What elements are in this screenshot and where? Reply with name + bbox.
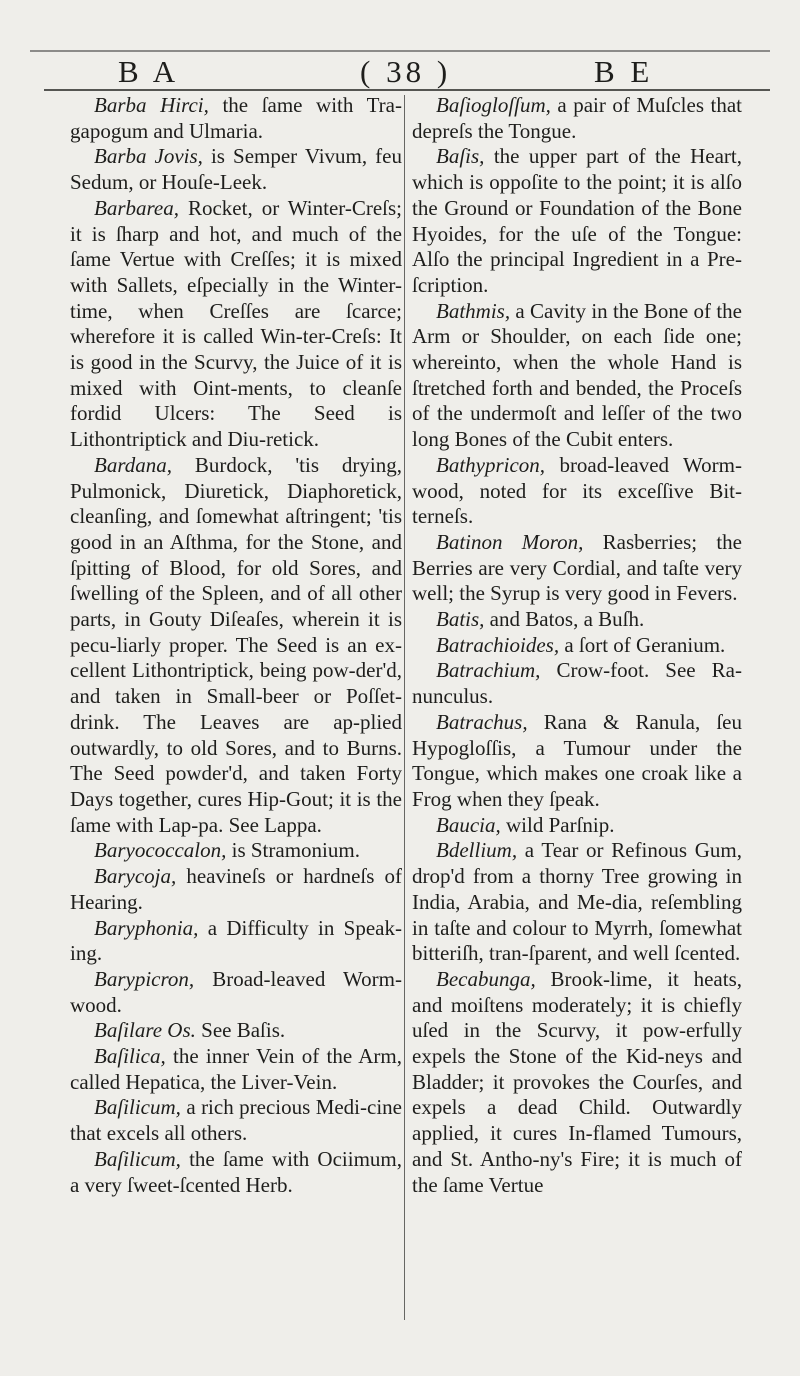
dictionary-entry (70, 1018, 402, 1044)
dictionary-entry (412, 838, 742, 967)
entry-text: and Batos, a Buſh. (484, 607, 645, 632)
entry-text: Rana & Ranula, ſeu Hypogloſſis, a Tumour under the Tongue, which makes one croak like a Frog when they ſpeak. (412, 709, 742, 811)
dictionary-entry (70, 1044, 402, 1095)
entry-term: Barycoja, (94, 864, 177, 889)
dictionary-entry (70, 144, 402, 195)
entry-text: Crow-foot. See Ra-nunculus. (412, 658, 742, 709)
entry-text: Burdock, 'tis drying, Pulmonick, Diuretick, Diaphoretick, cleanſing, and ſomewhat aſtringent; 'tis good in an Aſthma, for the Stone, and ſpitting of Blood, for old Sores, and ſwelling of the Spleen, and of all other parts, in Gouty Diſeaſes, wherein it is pecu-liarly proper. The Seed is an ex-cellent Lithontriptick, being pow-der'd, and taken in Small-beer or Poſſet-drink. The Leaves are ap-plied outwardly, to old Sores, and to Burns. The Seed powder'd, and taken Forty Days together, cures Hip-Gout; it is the ſame with Lap-pa. See Lappa. (70, 452, 402, 837)
dictionary-entry (412, 144, 742, 298)
entry-term: Baſiogloſſum, (436, 93, 551, 117)
entry-term: Barba Jovis, (94, 144, 203, 169)
header-right: B E (594, 54, 654, 89)
top-rule (30, 50, 770, 52)
entry-term: Baſilicum, (94, 1095, 181, 1120)
dictionary-entry (412, 710, 742, 813)
entry-text: Brook-lime, it heats, and moiſtens moderately; it is chiefly uſed in the Scurvy, it pow-erfully expels the Stone of the Kid-neys and Bladder; it provokes the Courſes, and expels a dead Child. Outwardly applied, it cures In-flamed Tumours, and St. Antho-ny's Fire; it is much of the ſame Vertue (412, 966, 742, 1197)
dictionary-entry (70, 967, 402, 1018)
entry-term: Baryococcalon, (94, 838, 227, 863)
entry-term: Baryphonia, (94, 915, 199, 940)
entry-text: heavineſs or hardneſs of Hearing. (70, 864, 402, 914)
dictionary-entry (412, 658, 742, 709)
entry-term: Baſilicum, (94, 1146, 181, 1171)
column-divider (404, 95, 405, 1320)
page-header (0, 54, 800, 88)
entry-text: the upper part of the Heart, which is oppoſite to the point; it is alſo the Ground or Foundation of the Bone Hyoides, for the uſe of the Tongue: Alſo the principal Ingredient in a Pre-ſcription. (412, 144, 742, 297)
dictionary-entry (70, 1147, 402, 1198)
entry-term: Batrachioides, (436, 632, 560, 657)
entry-term: Batrachus, (436, 709, 528, 734)
entry-term: Bathmis, (436, 298, 511, 323)
dictionary-entry (412, 813, 742, 839)
entry-text: a ſort of Geranium. (559, 632, 726, 657)
entry-text: is Semper Vivum, feu Sedum, or Houſe-Leek. (70, 144, 402, 195)
entry-text: Rocket, or Winter-Creſs; it is ſharp and hot, and much of the ſame Vertue with Creſſes; it is mixed with Sallets, eſpecially in the Winter-time, when Creſſes are ſcarce; wherefore it is called Win-ter-Creſs: It is good in the Scurvy, the Juice of it is mixed with Oint-ments, to cleanſe fordid Ulcers: The Seed is Lithontriptick and Diu-retick. (70, 195, 402, 452)
entry-text: a Cavity in the Bone of the Arm or Shoulder, on each ſide one; whereinto, when the whole Hand is ſtretched forth and bended, the Proceſs of the undermoſt and leſſer of the two long Bones of the Cubit enters. (412, 298, 742, 452)
entry-term: Becabunga, (436, 966, 536, 991)
dictionary-entry (70, 916, 402, 967)
entry-text: a Tear or Refinous Gum, drop'd from a thorny Tree growing in India, Arabia, and Me-dia, reſembling in taſte and colour to Myrrh, ſomewhat bitteriſh, tran-ſparent, and well ſcented. (412, 838, 742, 966)
entry-text: broad-leaved Worm-wood, noted for its exceſſive Bit-terneſs. (412, 452, 742, 529)
entry-text: Broad-leaved Worm-wood. (70, 966, 402, 1017)
dictionary-entry (70, 1095, 402, 1146)
dictionary-entry (70, 864, 402, 915)
entry-term: Baſilica, (94, 1044, 166, 1069)
entry-term: Batis, (436, 607, 485, 632)
entry-text: wild Parſnip. (500, 812, 615, 837)
dictionary-entry (412, 530, 742, 607)
entry-text: the inner Vein of the Arm, called Hepatica, the Liver-Vein. (70, 1044, 402, 1094)
entry-term: Baucia, (436, 812, 501, 837)
entry-text: is Stramonium. (226, 838, 360, 863)
dictionary-entry (412, 93, 742, 144)
dictionary-entry (412, 607, 742, 633)
dictionary-entry (70, 196, 402, 453)
entry-text: the ſame with Tra-gapogum and Ulmaria. (70, 93, 402, 143)
dictionary-entry (412, 453, 742, 530)
entry-term: Barba Hirci, (94, 93, 209, 117)
page-number: ( 38 ) (360, 54, 452, 89)
entry-text: Rasberries; the Berries are very Cordial, and taſte very well; the Syrup is very good in Fevers. (412, 529, 743, 606)
header-left: B A (118, 54, 180, 89)
entry-text: a pair of Muſcles that depreſs the Tongue. (412, 93, 742, 143)
entry-term: Bdellium, (436, 838, 518, 863)
entry-text: a rich precious Medi-cine that excels all others. (70, 1095, 402, 1146)
entry-term: Bardana, (94, 452, 172, 477)
entry-term: Batinon Moron, (436, 529, 584, 554)
entry-term: Bathypricon, (436, 452, 546, 477)
entry-term: Barbarea, (94, 195, 179, 220)
entry-text: the ſame with Ociimum, a very ſweet-ſcented Herb. (70, 1146, 402, 1197)
right-column (412, 93, 742, 1198)
entry-term: Batrachium, (436, 658, 541, 683)
entry-text: See Baſis. (195, 1018, 286, 1043)
dictionary-entry (70, 453, 402, 839)
entry-term: Baſis, (436, 144, 485, 169)
dictionary-entry (412, 633, 742, 659)
left-column (70, 93, 402, 1198)
header-rule (44, 89, 770, 91)
entry-term: Baſilare Os. (94, 1018, 196, 1043)
dictionary-entry (70, 93, 402, 144)
dictionary-entry (412, 967, 742, 1198)
entry-text: a Difficulty in Speak-ing. (70, 915, 402, 966)
dictionary-entry (70, 838, 402, 864)
entry-term: Barypicron, (94, 966, 195, 991)
dictionary-entry (412, 299, 742, 453)
